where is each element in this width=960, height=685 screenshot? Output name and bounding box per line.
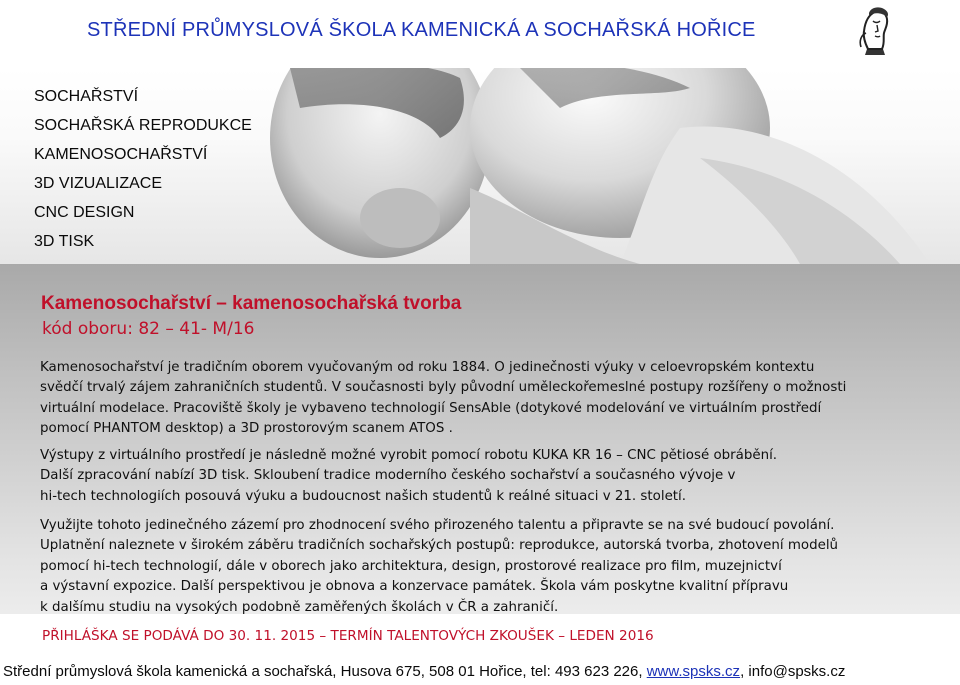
- footer-address: Střední průmyslová škola kamenická a sochařská, Husova 675, 508 01 Hořice, tel: 493 623 226,: [3, 663, 643, 680]
- header: [0, 0, 960, 70]
- menu-item-kamenosochartstvi[interactable]: KAMENOSOCHAŘSTVÍ: [34, 146, 208, 163]
- school-title: STŘEDNÍ PRŮMYSLOVÁ ŠKOLA KAMENICKÁ A SOCHAŘSKÁ HOŘICE: [87, 19, 756, 41]
- paragraph-line: k dalšímu studiu na vysokých podobně zaměřených školách v ČR a zahraničí.: [40, 599, 559, 615]
- paragraph-line: Kamenosochařství je tradičním oborem vyučovaným od roku 1884. O jedinečnosti výuky v celoevropském kontextu: [40, 360, 815, 375]
- menu-item-3d-tisk[interactable]: 3D TISK: [34, 233, 95, 250]
- paragraph-technology: [40, 446, 777, 507]
- paragraph-line: pomocí PHANTOM desktop) a 3D prostorovým scanem ATOS .: [40, 421, 453, 437]
- website-link[interactable]: www.spsks.cz: [646, 663, 741, 680]
- footer-contact: [3, 663, 845, 680]
- paragraph-intro: [40, 358, 846, 440]
- email-text: info@spsks.cz: [748, 663, 846, 680]
- paragraph-line: Uplatnění naleznete v širokém záběru tradičních sochařských postupů: reprodukce, autorská tvorba, zhotovení modelů: [40, 538, 839, 554]
- menu-item-3d-vizualizace[interactable]: 3D VIZUALIZACE: [34, 175, 163, 192]
- paragraph-line: virtuální modelace. Pracoviště školy je vybaveno technologií SensAble (dotykové modelování ve virtuálním prostředí: [40, 400, 822, 416]
- menu-item-sochartstvi[interactable]: SOCHAŘSTVÍ: [34, 88, 139, 105]
- paragraph-line: hi-tech technologiích posouvá výuku a budoucnost našich studentů k reálné situaci v 21. století.: [40, 488, 687, 504]
- paragraph-line: Další zpracování nabízí 3D tisk. Skloubení tradice moderního českého sochařství a současného vývoje v: [40, 468, 736, 484]
- paragraph-line: pomocí hi-tech technologií, dále v oborech jako architektura, design, prostorové realizace pro film, muzejnictví: [40, 558, 782, 574]
- application-notice: PŘIHLÁŠKA SE PODÁVÁ DO 30. 11. 2015 – TERMÍN TALENTOVÝCH ZKOUŠEK – LEDEN 2016: [42, 628, 654, 644]
- paragraph-career: [40, 516, 838, 618]
- paragraph-line: Využijte tohoto jedinečného zázemí pro zhodnocení svého přirozeného talentu a připravte se na své budoucí povolání.: [40, 518, 835, 533]
- footer-separator: ,: [740, 663, 745, 680]
- paragraph-line: a výstavní expozice. Další perspektivou je obnova a konzervace památek. Škola vám poskytne kvalitní přípravu: [40, 579, 789, 595]
- menu-item-socharska-reprodukce[interactable]: SOCHAŘSKÁ REPRODUKCE: [34, 117, 252, 134]
- paragraph-line: Výstupy z virtuálního prostředí je následně možné vyrobit pomocí robotu KUKA KR 16 – CNC pětiosé obrábění.: [40, 448, 778, 463]
- main-menu: [34, 88, 252, 262]
- page-heading: Kamenosochařství – kamenosochařská tvorba: [41, 293, 462, 314]
- field-code: kód oboru: 82 – 41- M/16: [42, 319, 255, 339]
- menu-item-cnc-design[interactable]: CNC DESIGN: [34, 204, 135, 221]
- paragraph-line: svědčí trvalý zájem zahraničních studentů. V současnosti byly původní uměleckořemeslné postupy rozšířeny o možnosti: [40, 380, 847, 396]
- classical-bust-logo-icon: [851, 3, 899, 61]
